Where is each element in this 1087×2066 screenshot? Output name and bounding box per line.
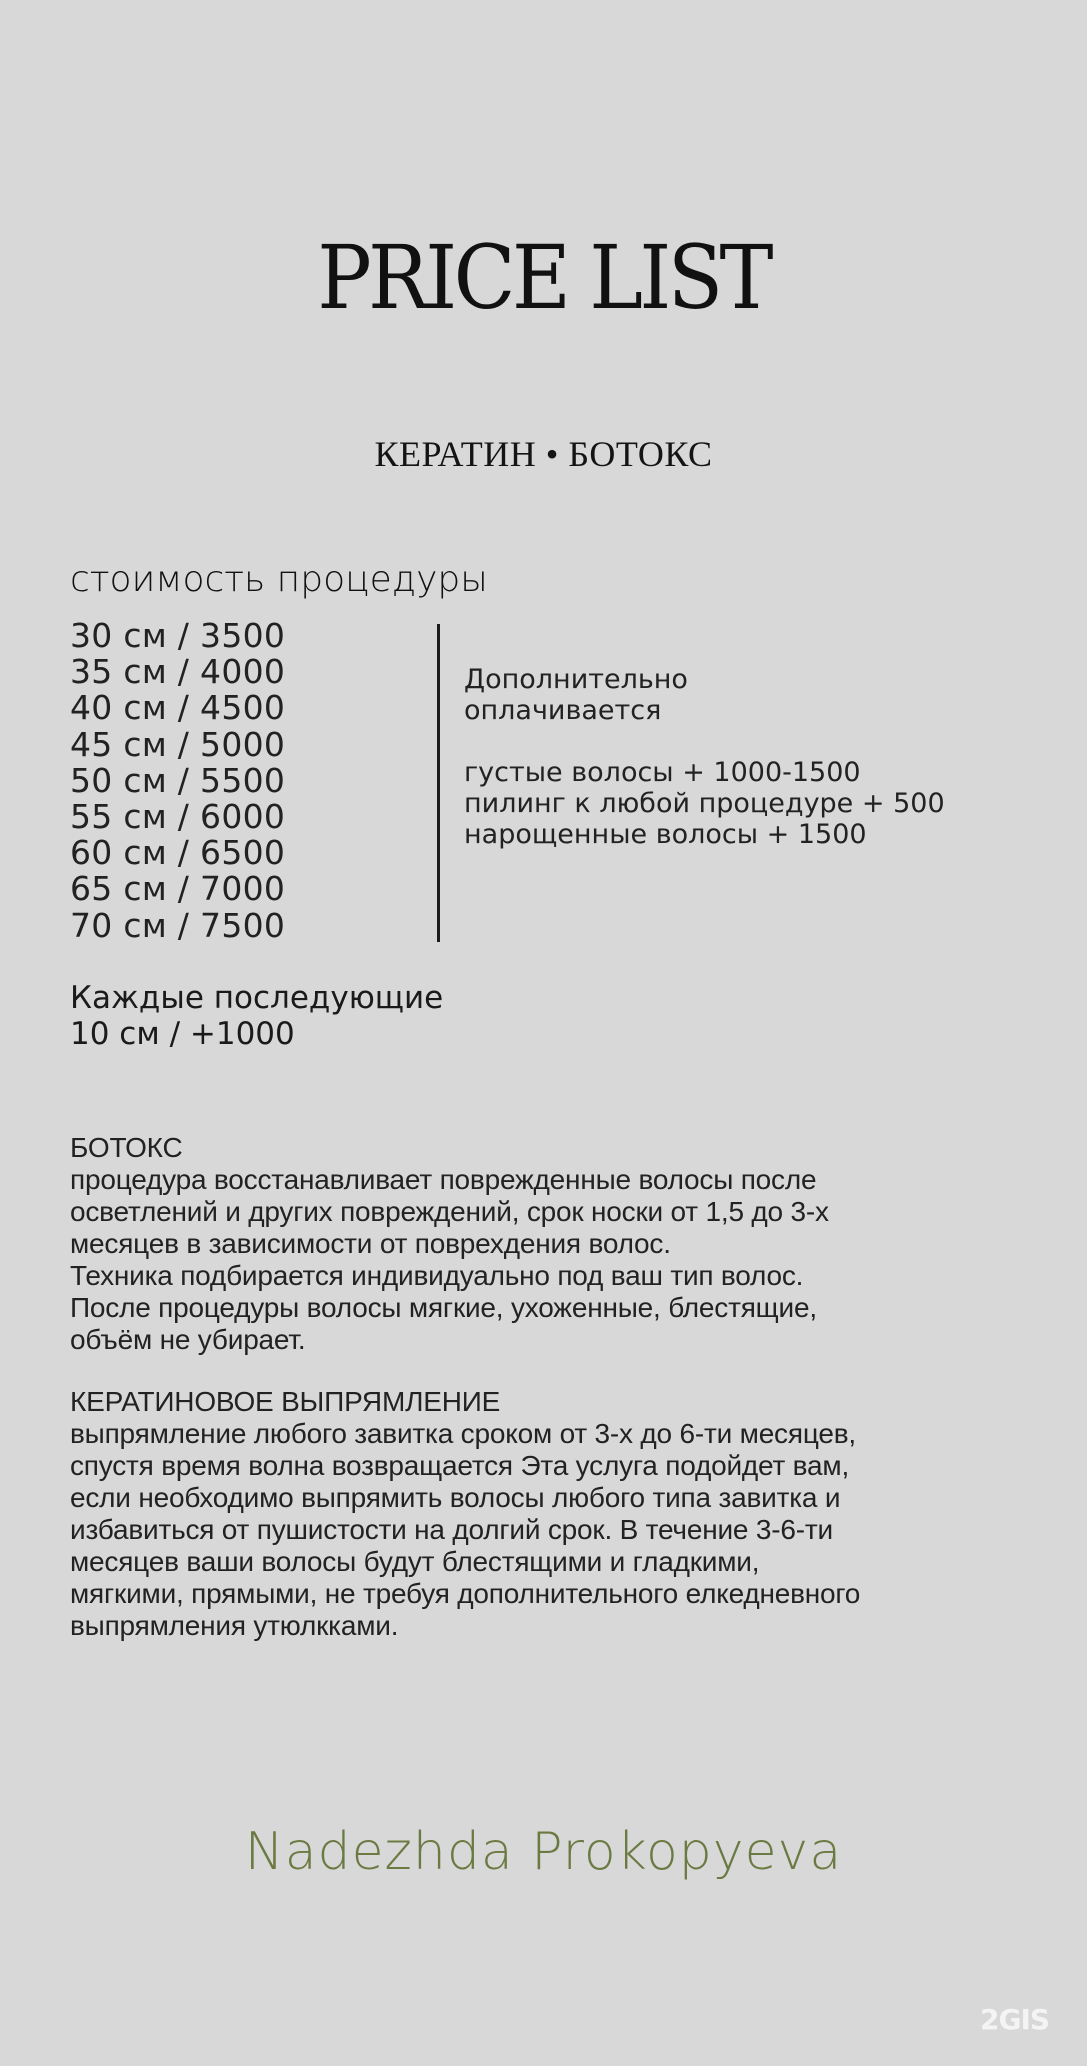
keratin-line: мягкими, прямыми, не требуя дополнительного елкедневного bbox=[70, 1578, 861, 1609]
price-row: 35 см / 4000 bbox=[70, 652, 286, 692]
botox-line: объём не убирает. bbox=[70, 1324, 306, 1355]
page-subtitle: КЕРАТИН • БОТОКС bbox=[374, 434, 713, 474]
botox-line: Техника подбирается индивидуально под ваш тип волос. bbox=[70, 1260, 804, 1291]
extras-item: густые волосы + 1000-1500 bbox=[464, 757, 861, 788]
vertical-divider bbox=[437, 624, 440, 942]
price-list bbox=[70, 618, 285, 944]
keratin-line: выпрямления утюлкками. bbox=[70, 1610, 399, 1641]
spacer bbox=[464, 726, 945, 757]
price-row: 40 см / 4500 bbox=[70, 688, 286, 728]
extras-item: пилинг к любой процедуре + 500 bbox=[464, 788, 945, 819]
keratin-line: избавиться от пушистости на долгий срок. В течение 3-6-ти bbox=[70, 1514, 833, 1545]
page-title: PRICE LIST bbox=[317, 226, 770, 329]
price-row: 60 см / 6500 bbox=[70, 833, 286, 873]
keratin-line: если необходимо выпрямить волосы любого типа завитка и bbox=[70, 1482, 841, 1513]
botox-line: После процедуры волосы мягкие, ухоженные, блестящие, bbox=[70, 1292, 817, 1323]
keratin-line: выпрямление любого завитка сроком от 3-х до 6-ти месяцев, bbox=[70, 1418, 856, 1449]
extras-heading-line1: Дополнительно bbox=[464, 664, 688, 695]
price-row: 50 см / 5500 bbox=[70, 760, 286, 800]
botox-line: осветлений и других повреждений, срок носки от 1,5 до 3-х bbox=[70, 1196, 829, 1227]
keratin-title: КЕРАТИНОВОЕ ВЫПРЯМЛЕНИЕ bbox=[70, 1386, 501, 1417]
botox-line: процедура восстанавливает поврежденные волосы после bbox=[70, 1164, 817, 1195]
2gis-watermark: 2GIS bbox=[980, 2003, 1050, 2036]
each-next-line1: Каждые последующие bbox=[70, 980, 444, 1016]
extras-item: нарощенные волосы + 1500 bbox=[464, 819, 867, 850]
each-next-line2: 10 см / +1000 bbox=[70, 1016, 295, 1052]
price-row: 65 см / 7000 bbox=[70, 869, 286, 909]
botox-description bbox=[70, 1132, 1060, 1356]
price-row: 55 см / 6000 bbox=[70, 797, 286, 837]
extras-block bbox=[464, 664, 945, 850]
botox-line: месяцев в зависимости от поврехдения волос. bbox=[70, 1228, 671, 1259]
master-signature: Nadezhda Prokopyeva bbox=[244, 1822, 843, 1882]
keratin-line: месяцев ваши волосы будут блестящими и гладкими, bbox=[70, 1546, 760, 1577]
keratin-line: спустя время волна возвращается Эта услуга подойдет вам, bbox=[70, 1450, 850, 1481]
pricing-heading: стоимость процедуры bbox=[70, 559, 488, 600]
botox-title: БОТОКС bbox=[70, 1132, 183, 1163]
price-row: 30 см / 3500 bbox=[70, 616, 286, 655]
each-next-note bbox=[70, 980, 443, 1052]
price-row: 70 см / 7500 bbox=[70, 905, 286, 945]
extras-heading-line2: оплачивается bbox=[464, 695, 662, 726]
keratin-description bbox=[70, 1386, 1060, 1642]
price-row: 45 см / 5000 bbox=[70, 724, 286, 764]
